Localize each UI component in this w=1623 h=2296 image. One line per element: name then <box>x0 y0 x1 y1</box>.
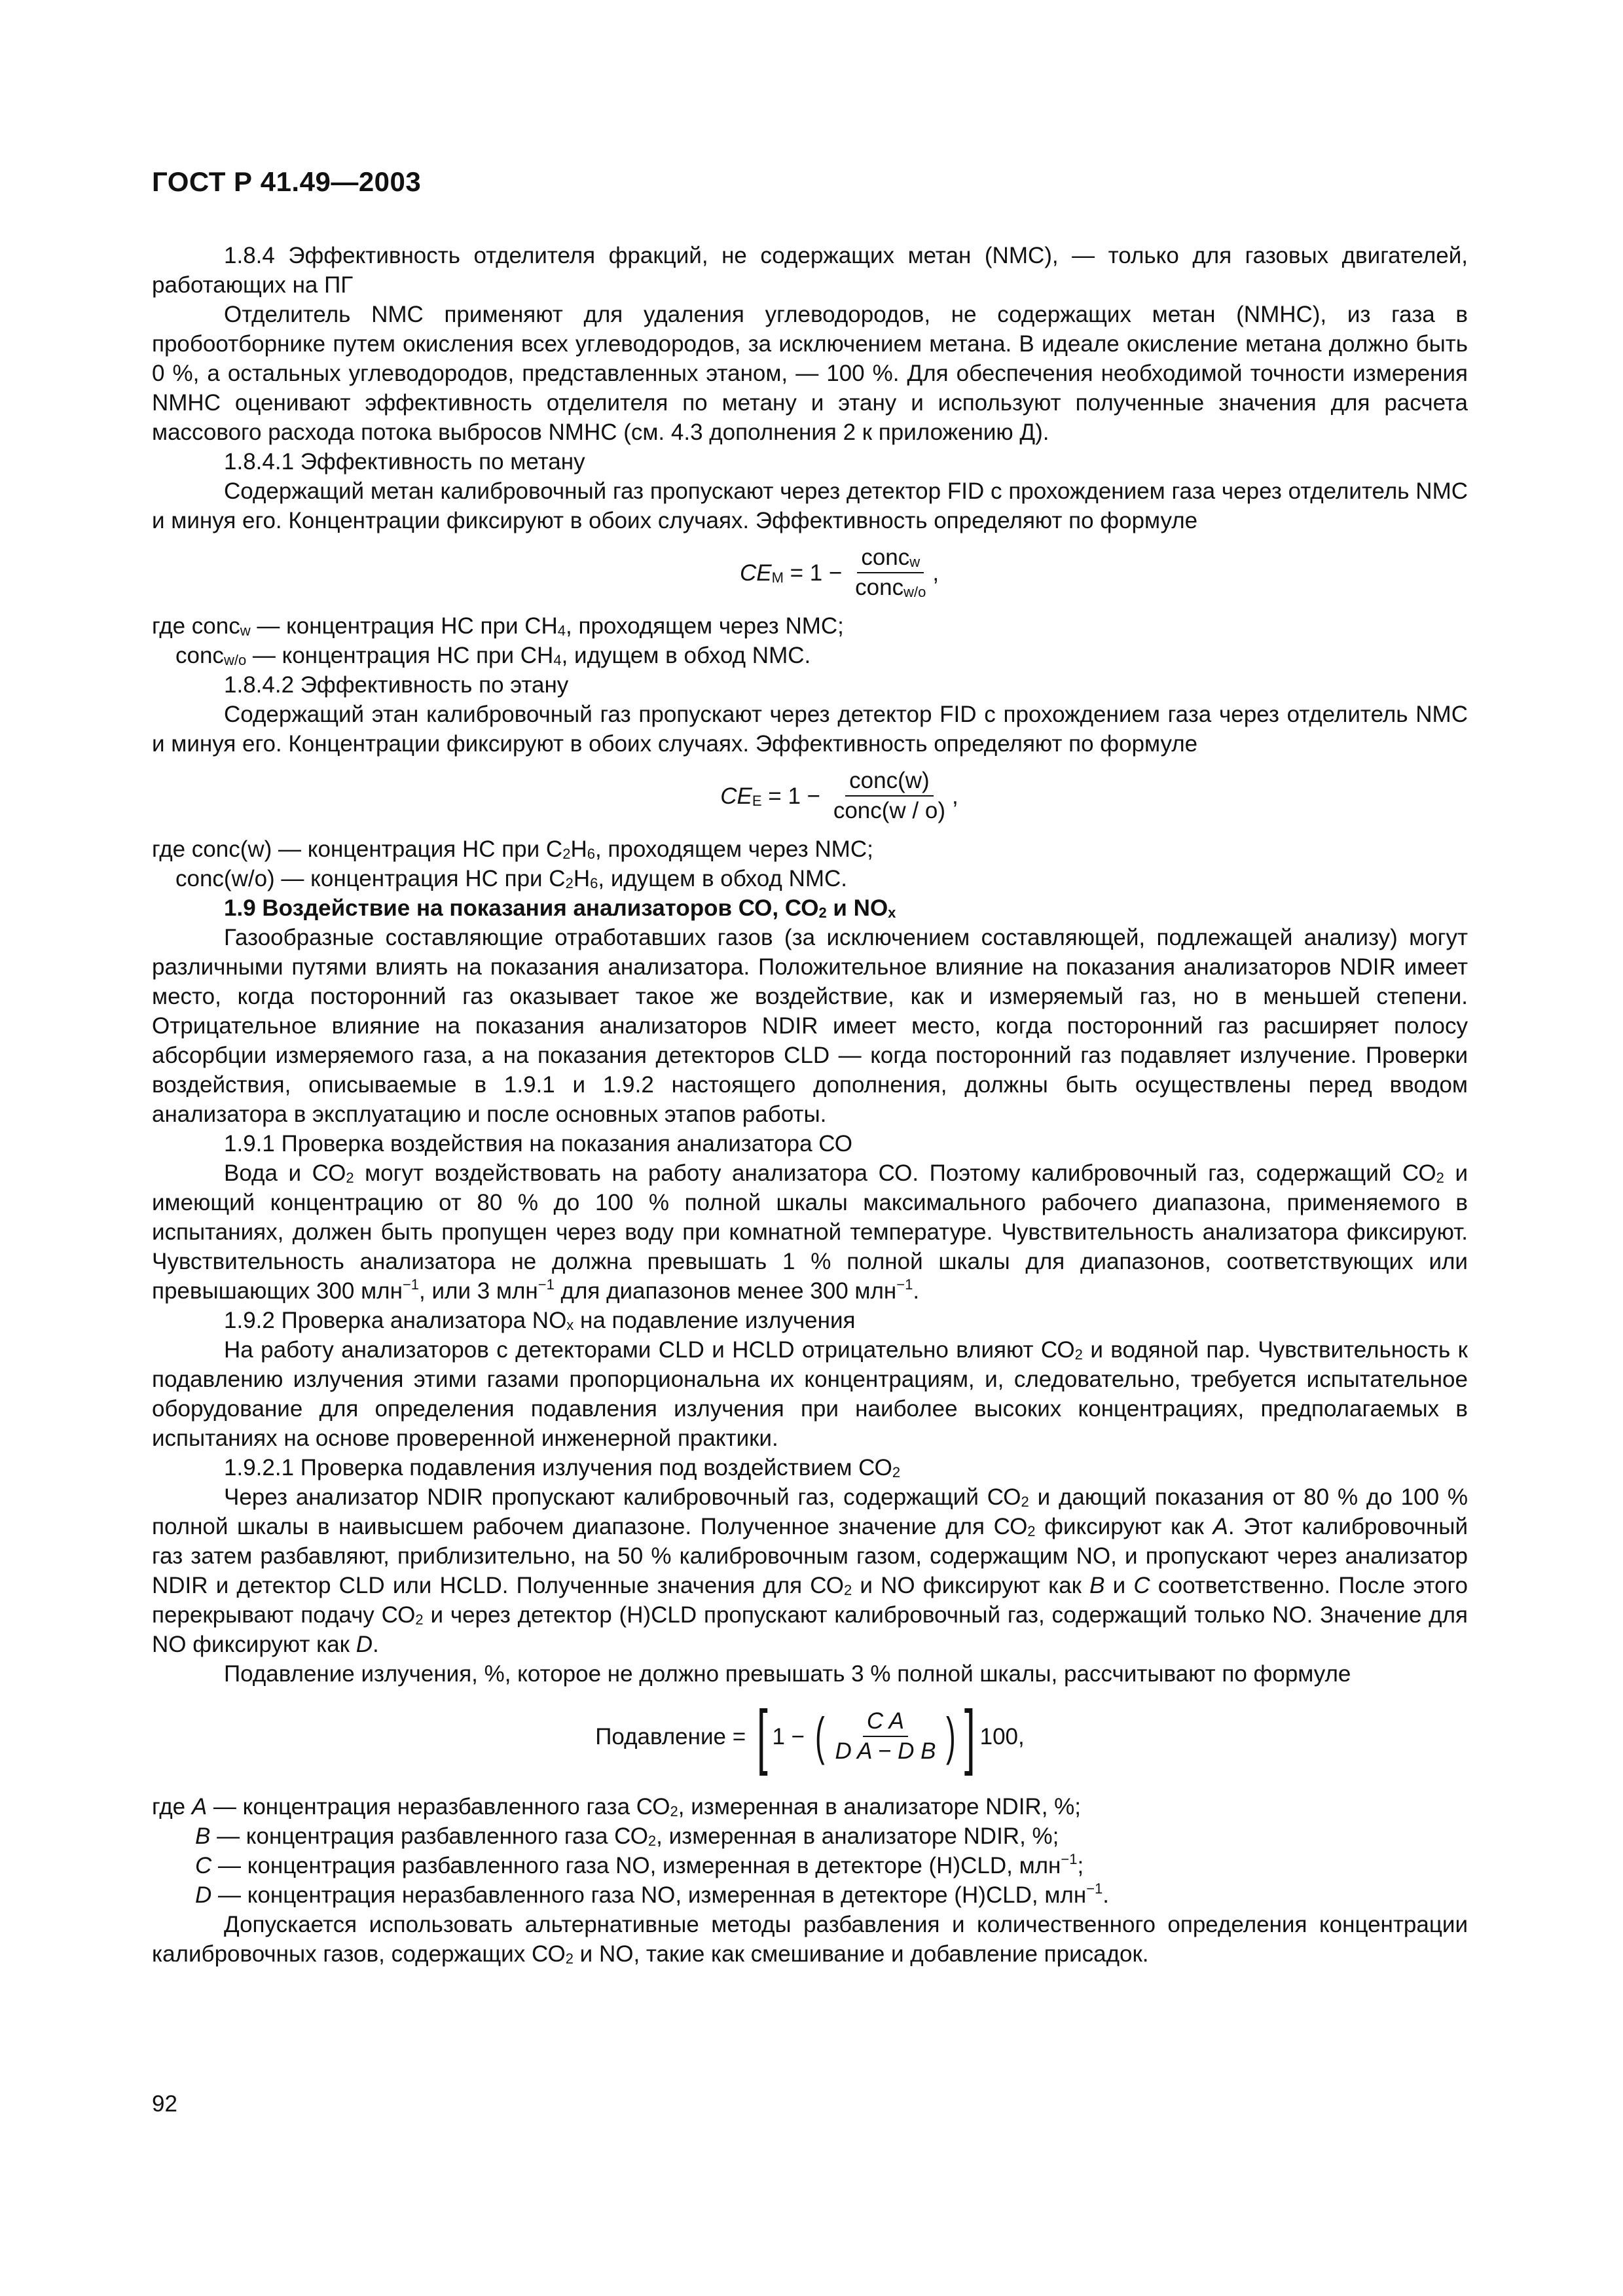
formula-ethane-efficiency: $CE_E$ = 1 − $\frac{\text{conc(w)}}{\text{conc(w / o)}}$ , <box>720 768 958 823</box>
document-header: ГОСТ Р 41.49—2003 <box>152 166 422 197</box>
final-paragraph: Допускается использовать альтернативные методы разбавления и количественного определения концентрации калибровочных газов, содержащих $СО_2$ и NO, такие как смешивание и добавление присадок. <box>152 1912 1468 1967</box>
document-body <box>152 241 1468 1969</box>
where-A: где А — концентрация неразбавленного газа $СО_2$, измеренная в анализаторе NDIR, %; <box>152 1794 1081 1820</box>
where-conc-wo: conc$_{w/o}$ — концентрация НС при $СН_4$, идущем в обход NMC. <box>175 643 811 668</box>
section-1-9-1-text: Вода и $СО_2$ могут воздействовать на работу анализатора СО. Поэтому калибровочный газ, содержащий $СО_2$ и имеющий концентрацию от 80 % до 100 % полной шкалы максимального рабочего диапазона, применяемого в испытаниях, должен быть пропущен через воду при комнатной температуре. Чувствительность анализатора фиксируют. Чувствительность анализатора не должна превышать 1 % полной шкалы для диапазонов, соответствующих или превышающих 300 млн$^{-1}$, или 3 млн$^{-1}$ для диапазонов менее 300 млн$^{-1}$. <box>152 1160 1468 1304</box>
formula-methane-efficiency: $CE_M$ = 1 − $\frac{conc_w}{conc_{w/o}}$ , <box>739 545 939 600</box>
where-B: В — концентрация разбавленного газа $СО_2$, измеренная в анализаторе NDIR, %; <box>195 1823 1059 1849</box>
section-1-9-2-text: На работу анализаторов с детекторами CLD и HCLD отрицательно влияют $СО_2$ и водяной пар. Чувствительность к подавлению излучения этими газами пропорциональна их концентрациям, и, следовательно, требуется испытательное оборудование для определения подавления излучения при наиболее высоких концентрациях, предполагаемых в испытаниях на основе проверенной инженерной практики. <box>152 1337 1468 1451</box>
section-1-9-2-title: 1.9.2 Проверка анализатора $NO_x$ на подавление излучения <box>224 1308 856 1333</box>
formula-quench: Подавление = [ 1 − ( $\frac{\text{C A}}{\text{D A − D B}}$ ) ] 100 , <box>595 1696 1025 1776</box>
where-conc-w-ethane: где conc(w) — концентрация НС при $С_2Н_6$, проходящем через NMC; <box>152 836 873 862</box>
section-1-8-4-text: Отделитель NMC применяют для удаления углеводородов, не содержащих метан (NMHC), из газа в пробоотборнике путем окисления всех углеводородов, за исключением метана. В идеале окисление метана должно быть 0 %, а остальных углеводородов, представленных этаном, — 100 %. Для обеспечения необходимой точности измерения NMHC оценивают эффективность отделителя по метану и этану и используют полученные значения для расчета массового расхода потока выбросов NMHC (см. 4.3 дополнения 2 к приложению Д). <box>152 302 1468 445</box>
where-conc-wo-ethane: conc(w/o) — концентрация НС при $С_2Н_6$, идущем в обход NMC. <box>175 866 847 891</box>
section-1-9-2-1-title: 1.9.2.1 Проверка подавления излучения под воздействием $СО_2$ <box>224 1455 901 1480</box>
section-1-9-2-1-text: Через анализатор NDIR пропускают калибровочный газ, содержащий $СО_2$ и дающий показания от 80 % до 100 % полной шкалы в наивысшем рабочем диапазоне. Полученное значение для $СО_2$ фиксируют как А. Этот калибровочный газ затем разбавляют, приблизительно, на 50 % калибровочным газом, содержащим NO, и пропускают через анализатор NDIR и детектор CLD или HCLD. Полученные значения для $СО_2$ и NO фиксируют как В и С соответственно. После этого перекрывают подачу $СО_2$ и через детектор (H)CLD пропускают калибровочный газ, содержащий только NO. Значение для NO фиксируют как D. <box>152 1484 1468 1657</box>
where-conc-w: где conc$_w$ — концентрация НС при $СН_4$, проходящем через NMC; <box>152 613 844 639</box>
where-D: D — концентрация неразбавленного газа NO, измеренная в детекторе (H)CLD, млн$^{-1}$. <box>195 1880 1110 1908</box>
section-1-9-text: Газообразные составляющие отработавших газов (за исключением составляющей, подлежащей анализу) могут различными путями влиять на показания анализатора. Положительное влияние на показания анализаторов NDIR имеет место, когда посторонний газ оказывает такое же воздействие, как и измеряемый газ, но в меньшей степени. Отрицательное влияние на показания анализаторов NDIR имеет место, когда посторонний газ расширяет полосу абсорбции измеряемого газа, а на показания детекторов CLD — когда посторонний газ подавляет излучение. Проверки воздействия, описываемые в 1.9.1 и 1.9.2 настоящего дополнения, должны быть осуществлены перед вводом анализатора в эксплуатацию и после основных этапов работы. <box>152 925 1468 1127</box>
section-1-9-title: 1.9 Воздействие на показания анализаторов СО, $СО_2$ и $NO_x$ <box>224 895 896 921</box>
section-1-9-1-title: 1.9.1 Проверка воздействия на показания анализатора СО <box>224 1131 853 1157</box>
section-1-8-4-1-text: Содержащий метан калибровочный газ пропускают через детектор FID с прохождением газа через отделитель NMC и минуя его. Концентрации фиксируют в обоих случаях. Эффективность определяют по формуле <box>152 478 1468 533</box>
where-C: С — концентрация разбавленного газа NO, измеренная в детекторе (H)CLD, млн$^{-1}$; <box>195 1851 1084 1878</box>
section-1-8-4-1-title: 1.8.4.1 Эффективность по метану <box>224 449 585 475</box>
section-1-8-4-2-text: Содержащий этан калибровочный газ пропускают через детектор FID с прохождением газа через отделитель NMC и минуя его. Концентрации фиксируют в обоих случаях. Эффективность определяют по формуле <box>152 702 1468 757</box>
section-1-8-4-2-title: 1.8.4.2 Эффективность по этану <box>224 672 569 698</box>
page-number: 92 <box>152 2091 177 2117</box>
quench-intro: Подавление излучения, %, которое не должно превышать 3 % полной шкалы, рассчитывают по формуле <box>224 1661 1351 1687</box>
section-1-8-4-title: 1.8.4 Эффективность отделителя фракций, не содержащих метан (NMC), — только для газовых двигателей, работающих на ПГ <box>152 243 1468 298</box>
